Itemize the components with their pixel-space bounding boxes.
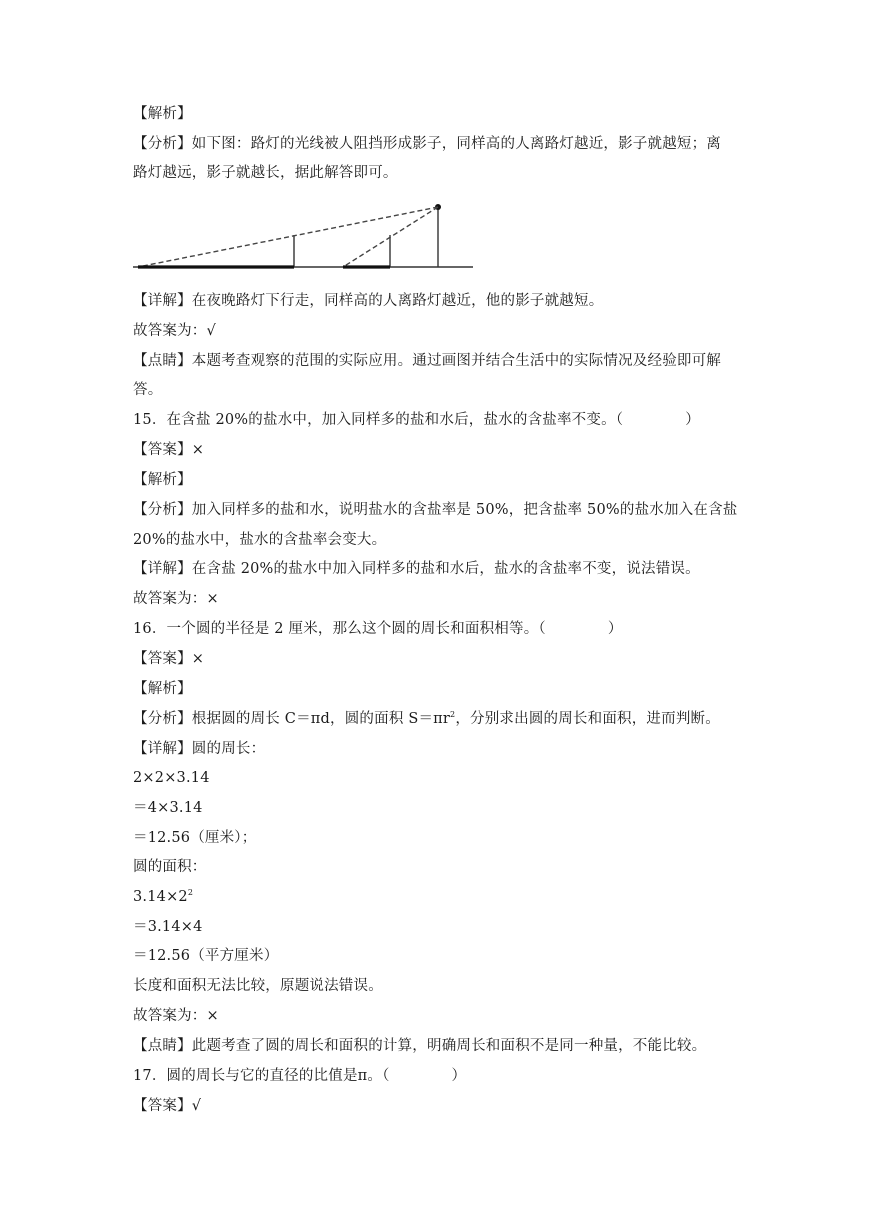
light-ray-far <box>138 207 438 267</box>
calc-line4-text: 3.14×2 <box>133 889 188 905</box>
superscript: 2 <box>450 710 456 719</box>
question-15-close: ） <box>685 412 700 428</box>
analysis-text-line1: 【分析】如下图：路灯的光线被人阻挡形成影子，同样高的人离路灯越近，影子就越短；离 <box>133 136 721 152</box>
q15-conclusion: 故答案为：× <box>133 591 219 607</box>
q17-answer: 【答案】√ <box>133 1098 202 1114</box>
q15-analysis-heading: 【解析】 <box>133 472 192 488</box>
calc-line2: ＝4×3.14 <box>133 800 203 816</box>
q16-comment: 【点睛】此题考查了圆的周长和面积的计算，明确周长和面积不是同一种量，不能比较。 <box>133 1038 707 1054</box>
analysis-heading: 【解析】 <box>133 106 192 122</box>
detail-text: 【详解】在夜晚路灯下行走，同样高的人离路灯越近，他的影子就越短。 <box>133 293 604 309</box>
question-17-text: 17．圆的周长与它的直径的比值是π。（ <box>133 1068 390 1084</box>
calc-line6: ＝12.56（平方厘米） <box>133 948 279 964</box>
q16-analysis-heading: 【解析】 <box>133 681 192 697</box>
question-16 <box>133 619 743 639</box>
q16-conclusion: 故答案为：× <box>133 1008 219 1024</box>
streetlight-shadow-diagram <box>133 198 478 274</box>
q16-detail-heading: 【详解】圆的周长： <box>133 741 266 757</box>
superscript: 2 <box>187 888 194 897</box>
analysis-text-line2: 路灯越远，影子就越长，据此解答即可。 <box>133 165 398 181</box>
q15-answer: 【答案】× <box>133 442 205 458</box>
question-15 <box>133 410 743 430</box>
q16-analysis-text-end: ，分别求出圆的周长和面积，进而判断。 <box>455 711 720 727</box>
area-heading: 圆的面积： <box>133 859 207 875</box>
question-16-close: ） <box>607 621 623 637</box>
q15-analysis-line1: 【分析】加入同样多的盐和水，说明盐水的含盐率是 50%，把含盐率 50%的盐水加入在含盐 <box>133 502 738 518</box>
calc-line4 <box>133 887 743 907</box>
question-17 <box>133 1066 743 1086</box>
q16-analysis <box>133 709 743 729</box>
q16-analysis-text: 【分析】根据圆的周长 C＝πd，圆的面积 S＝πr <box>133 711 451 727</box>
question-15-text: 15．在含盐 20%的盐水中，加入同样多的盐和水后，盐水的含盐率不变。（ <box>133 412 624 428</box>
comment-line1: 【点睛】本题考查观察的范围的实际应用。通过画图并结合生活中的实际情况及经验即可解 <box>133 353 721 369</box>
answer-line: 故答案为：√ <box>133 323 216 339</box>
calc-line5: ＝3.14×4 <box>133 919 203 935</box>
question-16-text: 16．一个圆的半径是 2 厘米，那么这个圆的周长和面积相等。（ <box>133 621 546 637</box>
q16-answer: 【答案】× <box>133 651 205 667</box>
q15-analysis-line2: 20%的盐水中，盐水的含盐率会变大。 <box>133 532 387 548</box>
calc-line1: 2×2×3.14 <box>133 770 210 786</box>
q15-detail: 【详解】在含盐 20%的盐水中加入同样多的盐和水后，盐水的含盐率不变，说法错误。 <box>133 561 700 577</box>
comment-line2: 答。 <box>133 382 163 398</box>
question-17-close: ） <box>451 1068 467 1084</box>
q16-reasoning: 长度和面积无法比较，原题说法错误。 <box>133 978 383 994</box>
calc-line3: ＝12.56（厘米）； <box>133 830 257 846</box>
